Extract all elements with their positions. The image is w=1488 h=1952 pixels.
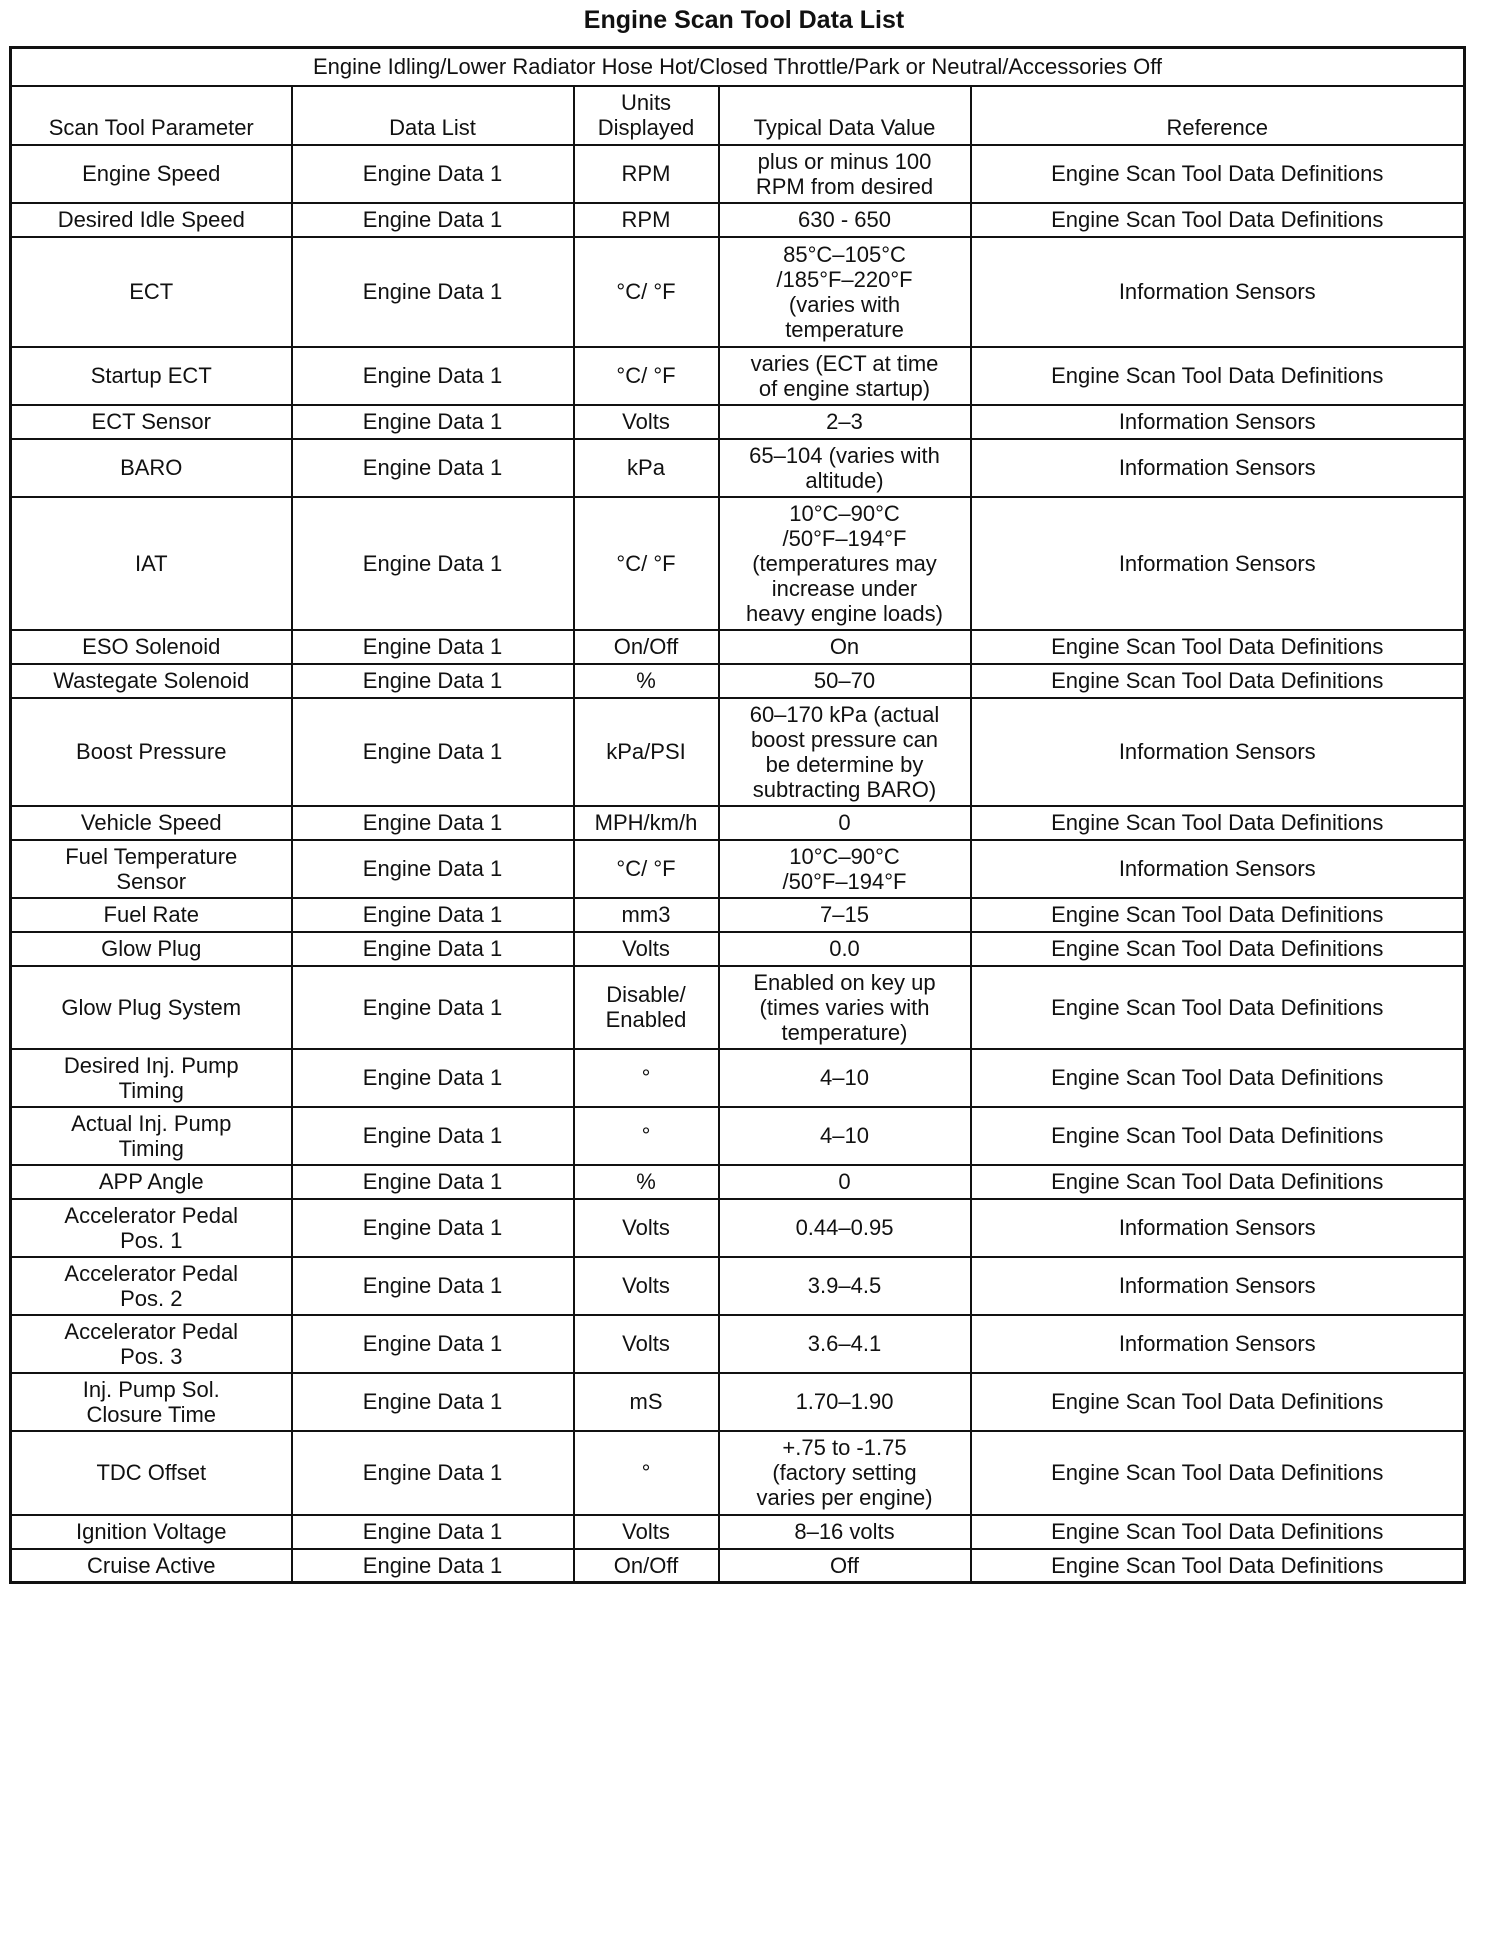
page-title: Engine Scan Tool Data List: [583, 6, 905, 34]
table-row: [11, 203, 1465, 237]
column-header-typical-value: Typical Data Value: [719, 86, 971, 145]
table-row: [11, 1515, 1465, 1549]
cell-typical-value: 4–10: [719, 1049, 971, 1107]
table-row: [11, 1431, 1465, 1515]
cell-typical-value: 3.9–4.5: [719, 1257, 971, 1315]
cell-parameter: Desired Idle Speed: [11, 203, 292, 237]
cell-typical-value: +.75 to -1.75 (factory setting varies per engine): [719, 1431, 971, 1515]
cell-parameter: Accelerator Pedal Pos. 2: [11, 1257, 292, 1315]
cell-typical-value: plus or minus 100 RPM from desired: [719, 145, 971, 203]
cell-reference: Engine Scan Tool Data Definitions: [971, 1049, 1465, 1107]
cell-units: °: [574, 1107, 719, 1165]
cell-typical-value: 630 - 650: [719, 203, 971, 237]
cell-reference: Information Sensors: [971, 840, 1465, 898]
table-row: [11, 840, 1465, 898]
table-row: [11, 1107, 1465, 1165]
cell-parameter: Engine Speed: [11, 145, 292, 203]
cell-typical-value: 4–10: [719, 1107, 971, 1165]
cell-parameter: Actual Inj. Pump Timing: [11, 1107, 292, 1165]
cell-data-list: Engine Data 1: [292, 405, 574, 439]
cell-parameter: ESO Solenoid: [11, 630, 292, 664]
cell-data-list: Engine Data 1: [292, 1165, 574, 1199]
cell-reference: Engine Scan Tool Data Definitions: [971, 1373, 1465, 1431]
table-row: [11, 439, 1465, 497]
table-row: [11, 497, 1465, 630]
cell-data-list: Engine Data 1: [292, 1373, 574, 1431]
table-row: [11, 630, 1465, 664]
cell-typical-value: 0.44–0.95: [719, 1199, 971, 1257]
cell-data-list: Engine Data 1: [292, 1549, 574, 1583]
table-row: [11, 932, 1465, 966]
cell-reference: Engine Scan Tool Data Definitions: [971, 203, 1465, 237]
cell-reference: Engine Scan Tool Data Definitions: [971, 1515, 1465, 1549]
cell-typical-value: Enabled on key up (times varies with temperature): [719, 966, 971, 1049]
cell-parameter: Boost Pressure: [11, 698, 292, 806]
cell-typical-value: 7–15: [719, 898, 971, 932]
cell-typical-value: Off: [719, 1549, 971, 1583]
cell-data-list: Engine Data 1: [292, 1199, 574, 1257]
cell-parameter: Ignition Voltage: [11, 1515, 292, 1549]
cell-units: °C/ °F: [574, 497, 719, 630]
cell-units: MPH/km/h: [574, 806, 719, 840]
cell-units: kPa: [574, 439, 719, 497]
cell-parameter: Glow Plug: [11, 932, 292, 966]
cell-parameter: Cruise Active: [11, 1549, 292, 1583]
table-row: [11, 237, 1465, 347]
cell-parameter: Startup ECT: [11, 347, 292, 405]
cell-reference: Engine Scan Tool Data Definitions: [971, 806, 1465, 840]
cell-reference: Information Sensors: [971, 1315, 1465, 1373]
cell-data-list: Engine Data 1: [292, 630, 574, 664]
cell-typical-value: 2–3: [719, 405, 971, 439]
cell-units: Disable/ Enabled: [574, 966, 719, 1049]
cell-reference: Information Sensors: [971, 237, 1465, 347]
cell-units: On/Off: [574, 1549, 719, 1583]
cell-parameter: APP Angle: [11, 1165, 292, 1199]
cell-reference: Engine Scan Tool Data Definitions: [971, 1549, 1465, 1583]
cell-units: Volts: [574, 1257, 719, 1315]
table-row: [11, 1257, 1465, 1315]
cell-reference: Engine Scan Tool Data Definitions: [971, 145, 1465, 203]
cell-data-list: Engine Data 1: [292, 347, 574, 405]
column-header-reference: Reference: [971, 86, 1465, 145]
cell-reference: Information Sensors: [971, 497, 1465, 630]
cell-data-list: Engine Data 1: [292, 1049, 574, 1107]
cell-units: Volts: [574, 405, 719, 439]
cell-units: °: [574, 1049, 719, 1107]
cell-reference: Engine Scan Tool Data Definitions: [971, 966, 1465, 1049]
cell-typical-value: 50–70: [719, 664, 971, 698]
cell-units: RPM: [574, 145, 719, 203]
cell-reference: Engine Scan Tool Data Definitions: [971, 898, 1465, 932]
cell-parameter: Wastegate Solenoid: [11, 664, 292, 698]
cell-parameter: Accelerator Pedal Pos. 3: [11, 1315, 292, 1373]
cell-data-list: Engine Data 1: [292, 898, 574, 932]
cell-typical-value: 10°C–90°C /50°F–194°F: [719, 840, 971, 898]
cell-data-list: Engine Data 1: [292, 237, 574, 347]
cell-parameter: Inj. Pump Sol. Closure Time: [11, 1373, 292, 1431]
cell-reference: Information Sensors: [971, 1199, 1465, 1257]
cell-data-list: Engine Data 1: [292, 664, 574, 698]
cell-parameter: Fuel Rate: [11, 898, 292, 932]
cell-data-list: Engine Data 1: [292, 966, 574, 1049]
cell-units: %: [574, 1165, 719, 1199]
cell-typical-value: varies (ECT at time of engine startup): [719, 347, 971, 405]
cell-typical-value: 8–16 volts: [719, 1515, 971, 1549]
table-row: [11, 698, 1465, 806]
cell-data-list: Engine Data 1: [292, 145, 574, 203]
table-row: [11, 405, 1465, 439]
table-row: [11, 1373, 1465, 1431]
cell-data-list: Engine Data 1: [292, 840, 574, 898]
cell-data-list: Engine Data 1: [292, 1107, 574, 1165]
cell-reference: Engine Scan Tool Data Definitions: [971, 664, 1465, 698]
cell-parameter: Accelerator Pedal Pos. 1: [11, 1199, 292, 1257]
cell-units: °C/ °F: [574, 347, 719, 405]
column-header-data-list: Data List: [292, 86, 574, 145]
cell-typical-value: 0.0: [719, 932, 971, 966]
cell-reference: Information Sensors: [971, 405, 1465, 439]
table-row: [11, 145, 1465, 203]
scan-tool-data-table: [9, 46, 1466, 1584]
cell-units: °C/ °F: [574, 237, 719, 347]
cell-data-list: Engine Data 1: [292, 1315, 574, 1373]
cell-data-list: Engine Data 1: [292, 806, 574, 840]
cell-units: Volts: [574, 932, 719, 966]
cell-data-list: Engine Data 1: [292, 439, 574, 497]
cell-typical-value: 0: [719, 1165, 971, 1199]
cell-typical-value: 60–170 kPa (actual boost pressure can be determine by subtracting BARO): [719, 698, 971, 806]
cell-parameter: TDC Offset: [11, 1431, 292, 1515]
cell-units: Volts: [574, 1199, 719, 1257]
cell-data-list: Engine Data 1: [292, 497, 574, 630]
cell-typical-value: On: [719, 630, 971, 664]
cell-units: RPM: [574, 203, 719, 237]
cell-parameter: BARO: [11, 439, 292, 497]
cell-data-list: Engine Data 1: [292, 1431, 574, 1515]
cell-units: On/Off: [574, 630, 719, 664]
table-row: [11, 1549, 1465, 1583]
column-header-parameter: Scan Tool Parameter: [11, 86, 292, 145]
cell-typical-value: 10°C–90°C /50°F–194°F (temperatures may increase under heavy engine loads): [719, 497, 971, 630]
cell-reference: Information Sensors: [971, 439, 1465, 497]
cell-reference: Information Sensors: [971, 698, 1465, 806]
cell-reference: Engine Scan Tool Data Definitions: [971, 1431, 1465, 1515]
table-row: [11, 898, 1465, 932]
cell-units: °C/ °F: [574, 840, 719, 898]
table-row: [11, 1315, 1465, 1373]
cell-units: kPa/PSI: [574, 698, 719, 806]
cell-units: °: [574, 1431, 719, 1515]
cell-parameter: Desired Inj. Pump Timing: [11, 1049, 292, 1107]
cell-units: Volts: [574, 1515, 719, 1549]
cell-typical-value: 0: [719, 806, 971, 840]
cell-typical-value: 85°C–105°C /185°F–220°F (varies with temperature: [719, 237, 971, 347]
cell-data-list: Engine Data 1: [292, 698, 574, 806]
table-row: [11, 664, 1465, 698]
cell-data-list: Engine Data 1: [292, 1515, 574, 1549]
condition-header: Engine Idling/Lower Radiator Hose Hot/Closed Throttle/Park or Neutral/Accessories Off: [11, 48, 1465, 86]
cell-reference: Engine Scan Tool Data Definitions: [971, 1165, 1465, 1199]
cell-reference: Engine Scan Tool Data Definitions: [971, 1107, 1465, 1165]
cell-reference: Engine Scan Tool Data Definitions: [971, 630, 1465, 664]
cell-reference: Engine Scan Tool Data Definitions: [971, 932, 1465, 966]
cell-parameter: ECT Sensor: [11, 405, 292, 439]
cell-typical-value: 65–104 (varies with altitude): [719, 439, 971, 497]
table-row: [11, 1049, 1465, 1107]
cell-units: %: [574, 664, 719, 698]
cell-reference: Engine Scan Tool Data Definitions: [971, 347, 1465, 405]
table-row: [11, 966, 1465, 1049]
cell-data-list: Engine Data 1: [292, 203, 574, 237]
column-header-units: Units Displayed: [574, 86, 719, 145]
cell-parameter: ECT: [11, 237, 292, 347]
cell-data-list: Engine Data 1: [292, 1257, 574, 1315]
table-body: [11, 145, 1465, 1583]
cell-units: Volts: [574, 1315, 719, 1373]
table-row: [11, 806, 1465, 840]
table-row: [11, 1199, 1465, 1257]
cell-parameter: Vehicle Speed: [11, 806, 292, 840]
cell-parameter: Fuel Temperature Sensor: [11, 840, 292, 898]
cell-units: mm3: [574, 898, 719, 932]
cell-parameter: Glow Plug System: [11, 966, 292, 1049]
cell-typical-value: 1.70–1.90: [719, 1373, 971, 1431]
cell-data-list: Engine Data 1: [292, 932, 574, 966]
cell-units: mS: [574, 1373, 719, 1431]
cell-typical-value: 3.6–4.1: [719, 1315, 971, 1373]
cell-reference: Information Sensors: [971, 1257, 1465, 1315]
table-row: [11, 347, 1465, 405]
table-row: [11, 1165, 1465, 1199]
column-header-row: [11, 86, 1465, 145]
cell-parameter: IAT: [11, 497, 292, 630]
